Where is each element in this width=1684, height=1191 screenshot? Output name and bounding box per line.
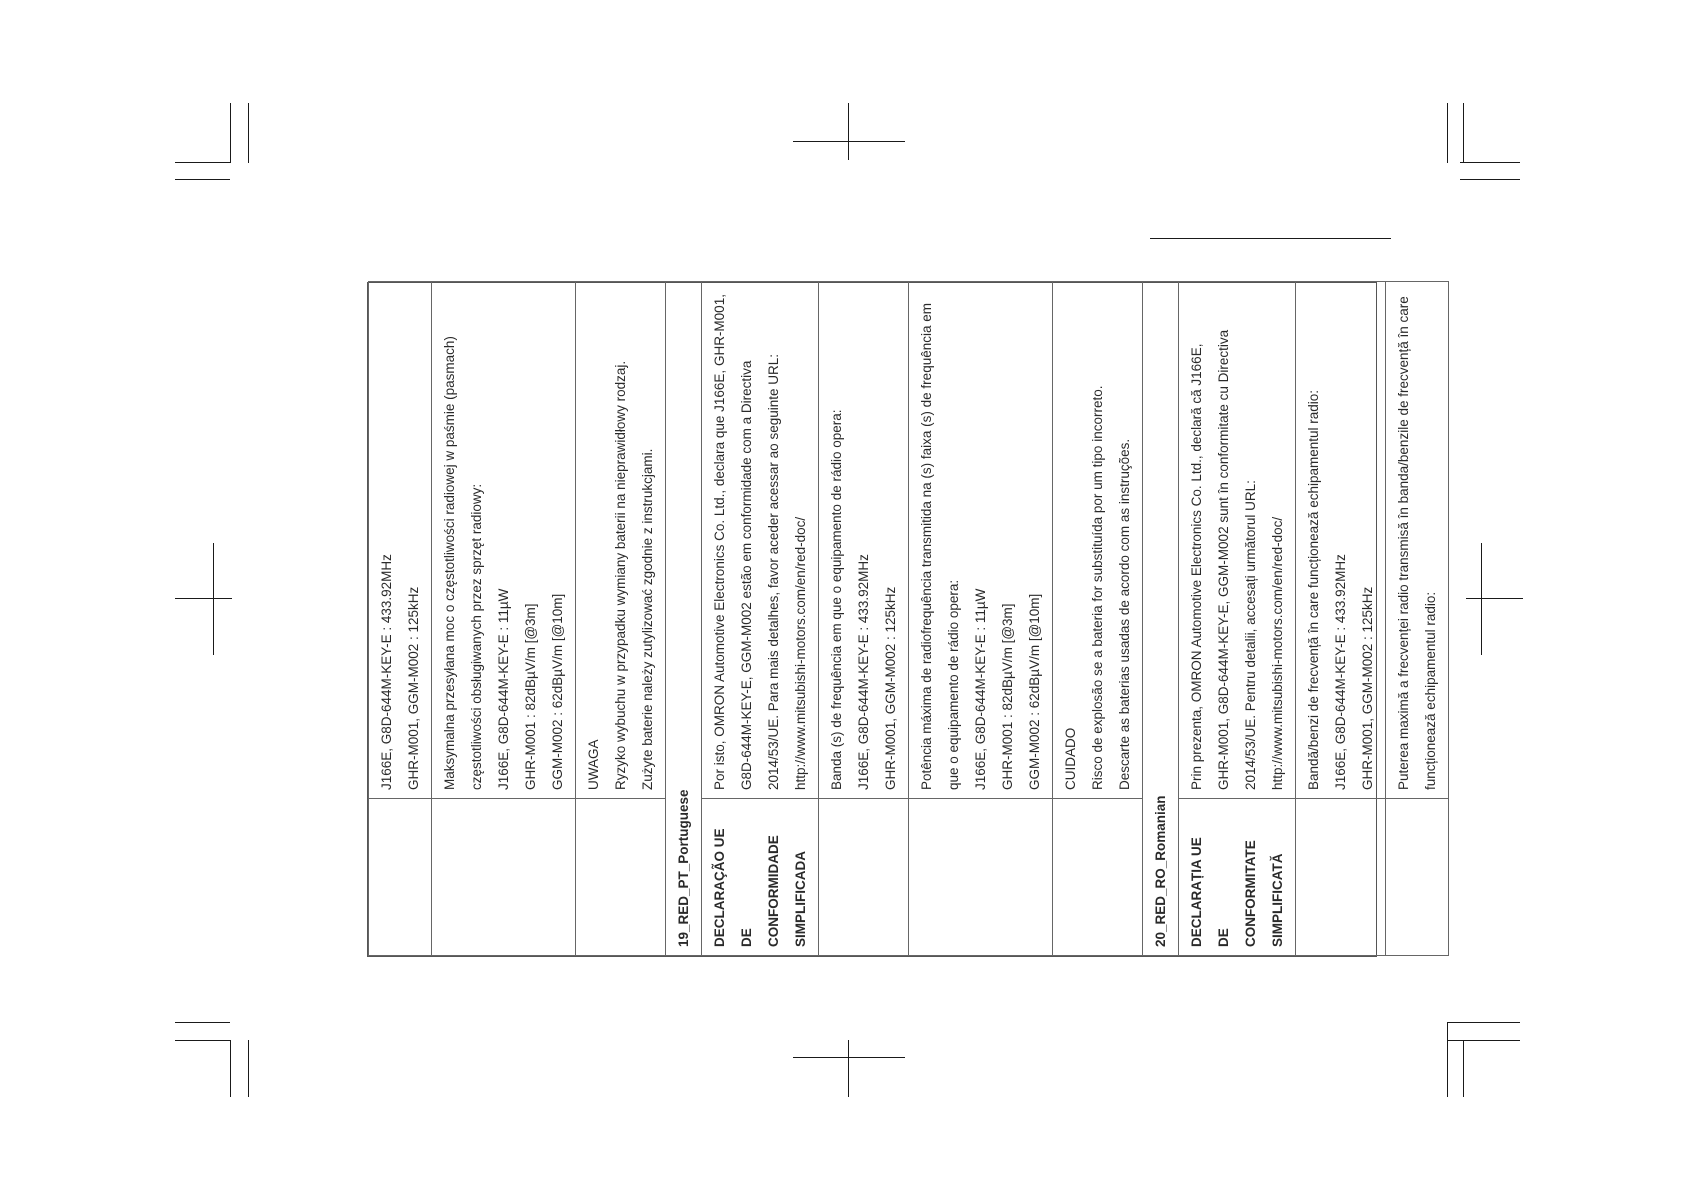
text-line: GHR-M001, GGM-M002 : 125kHz [406,586,421,790]
crop-mark [175,1040,230,1041]
text-line: GHR-M001 : 82dBµV/m [@3m] [1000,603,1015,790]
label-line: DE [1216,928,1231,947]
text-line: GGM-M002 : 62dBµV/m [@10m] [1027,593,1042,790]
pl-power-cell [432,282,576,799]
text-line: częstotliwości obsługiwanych przez sprzęt radiowy: [469,483,484,790]
text-line: UWAGA [586,739,601,790]
text-line: Por isto, OMRON Automotive Electronics Co. Ltd., declara que J166E, GHR-M001, [712,294,727,790]
empty-label-cell [1386,799,1449,956]
table-row [1386,282,1449,956]
table-row [1143,282,1179,956]
label-line: DECLARAÇÃO UE [712,828,727,947]
label-line: SIMPLIFICADA [793,851,808,947]
crop-mark [1447,1022,1448,1097]
text-line: J166E, G8D-644M-KEY-E : 433.92MHz [856,554,871,790]
text-line: GHR-M001 : 82dBµV/m [@3m] [523,603,538,790]
text-line: funcționează echipamentul radio: [1423,591,1438,790]
text-line: G8D-644M-KEY-E, GGM-M002 estão em conformidade com a Directiva [739,360,754,790]
text-line: 2014/53/UE. Pentru detalii, accesați următorul URL: [1243,480,1258,790]
empty-label-cell [432,799,576,956]
registration-mark [848,103,849,160]
table-row [576,282,666,956]
text-line: GGM-M002 : 62dBµV/m [@10m] [550,593,565,790]
table-row [666,282,702,956]
table-row [1296,282,1386,956]
url-text: http://www.mitsubishi-motors.com/en/red-doc/ [1270,516,1285,790]
ro-declaration-label [1179,799,1296,956]
registration-mark [793,1057,905,1058]
label-line: DE [739,928,754,947]
ro-declaration-cell [1179,282,1296,799]
header-rule [1150,238,1391,239]
text-line: Risco de explosão se a bateria for substituída por um tipo incorreto. [1090,385,1105,790]
empty-label-cell [1053,799,1143,956]
registration-mark [175,598,232,599]
table-row [369,282,432,956]
pt-bands-cell [819,282,909,799]
text-line: J166E, G8D-644M-KEY-E : 433.92MHz [1333,554,1348,790]
pl-frequency-cell [369,282,432,799]
text-line: Ryzyko wybuchu w przypadku wymiany baterii na nieprawidłowy rodzaj. [613,360,628,790]
pt-declaration-cell [702,282,819,799]
table-row [432,282,576,956]
crop-mark [230,103,231,163]
text-line: 2014/53/UE. Para mais detalhes, favor aceder acessar ao seguinte URL: [766,354,781,790]
text-line: Potência máxima de radiofrequência transmitida na (s) faixa (s) de frequência em [919,303,934,790]
crop-mark [1463,103,1464,163]
empty-label-cell [576,799,666,956]
text-line: GHR-M001, GGM-M002 : 125kHz [883,586,898,790]
text-line: GHR-M001, GGM-M002 : 125kHz [1360,586,1375,790]
crop-mark [1463,1040,1464,1097]
crop-mark [175,1022,230,1023]
section-heading-ro: 20_RED_RO_Romanian [1143,282,1179,956]
rotated-document-page [367,282,1438,957]
ro-bands-cell [1296,282,1386,799]
pt-warning-cell [1053,282,1143,799]
pt-declaration-label [702,799,819,956]
empty-label-cell [819,799,909,956]
text-line: Descarte as baterias usadas de acordo com as instruções. [1117,438,1132,790]
registration-mark [1481,543,1482,655]
table-row [819,282,909,956]
url-text: http://www.mitsubishi-motors.com/en/red-doc/ [793,516,808,790]
registration-mark [1466,598,1523,599]
registration-mark [213,543,214,655]
table-row [702,282,819,956]
empty-label-cell [909,799,1053,956]
text-line: que o equipamento de rádio opera: [946,579,961,790]
empty-label-cell [1296,799,1386,956]
label-line: DECLARAȚIA UE [1189,837,1204,947]
table-row [1179,282,1296,956]
text-line: Zużyte baterie należy zutylizować zgodnie z instrukcjami. [640,448,655,790]
declaration-table [368,281,1449,956]
registration-mark [848,1040,849,1097]
text-line: Puterea maximă a frecvenței radio transmisă în banda/benzile de frecvență în care [1396,296,1411,790]
crop-mark [175,179,230,180]
text-line: Banda (s) de frequência em que o equipamento de rádio opera: [829,409,844,790]
empty-label-cell [369,799,432,956]
label-line: SIMPLIFICATĂ [1270,853,1285,947]
crop-mark [1460,162,1520,163]
text-line: CUIDADO [1063,727,1078,790]
text-line: Bandă/benzi de frecvență în care funcționează echipamentul radio: [1306,389,1321,790]
crop-mark [1447,1040,1520,1041]
crop-mark [248,103,249,163]
pt-power-cell [909,282,1053,799]
ro-power-cell [1386,282,1449,799]
table-row [909,282,1053,956]
text-line: J166E, G8D-644M-KEY-E : 433.92MHz [379,554,394,790]
text-line: Prin prezenta, OMRON Automotive Electronics Co. Ltd., declară că J166E, [1189,343,1204,790]
pl-warning-cell [576,282,666,799]
text-line: J166E, G8D-644M-KEY-E : 11µW [973,588,988,790]
crop-mark [1447,103,1448,163]
crop-mark [248,1040,249,1097]
label-line: CONFORMIDADE [766,835,781,947]
document-table-frame [367,282,1438,957]
text-line: GHR-M001, G8D-644M-KEY-E, GGM-M002 sunt în conformitate cu Directiva [1216,329,1231,790]
registration-mark [793,141,905,142]
label-line: CONFORMITATE [1243,840,1258,947]
section-heading-pt: 19_RED_PT_Portuguese [666,282,702,956]
text-line: Maksymalna przesyłana moc o częstotliwości radiowej w paśmie (pasmach) [442,336,457,790]
crop-mark [1460,179,1520,180]
crop-mark [230,1040,231,1097]
text-line: J166E, G8D-644M-KEY-E : 11µW [496,588,511,790]
crop-mark [1447,1022,1520,1023]
table-row [1053,282,1143,956]
crop-mark [175,162,230,163]
